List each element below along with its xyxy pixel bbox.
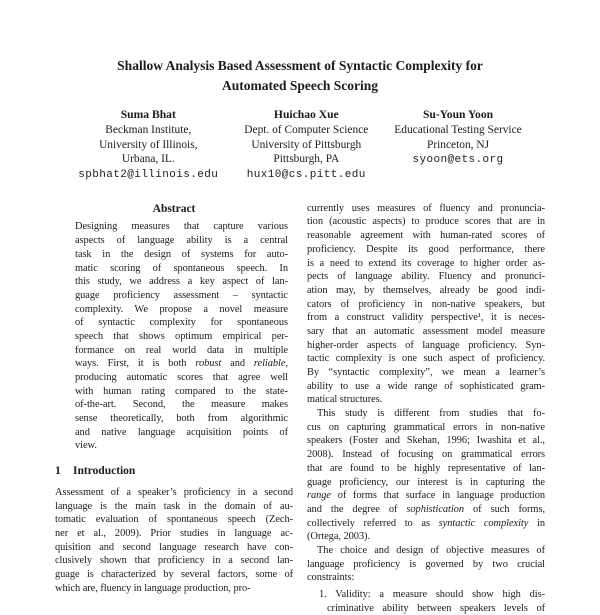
text-line: complexity. We propose a novel measure <box>75 303 288 315</box>
text-line: ability to use a wide range of sophisticated gram- <box>307 380 545 392</box>
text-line: proficiency. Despite its good performance, there <box>307 243 545 255</box>
author-block <box>244 107 368 183</box>
text-line: This study is different from studies that fo- <box>317 408 545 420</box>
text-line: reasonable agreement with human-rated scores of <box>307 230 545 242</box>
right-column <box>307 202 545 615</box>
text-line: guage proficiency, our interest is in capturing the <box>307 476 545 488</box>
text-line: with human rating compared to the state- <box>75 385 288 397</box>
author-name: Suma Bhat <box>120 108 176 121</box>
author-affiliation-line: Pittsburgh, PA <box>273 153 340 166</box>
text-line: currently uses measures of fluency and pronuncia- <box>307 202 545 214</box>
text-line: 1. Validity: a measure should show high dis- <box>319 589 545 601</box>
text-line: higher-order aspects of language proficiency. Syn- <box>307 339 545 351</box>
paragraph <box>307 544 545 585</box>
paragraph <box>55 486 293 596</box>
author-block <box>78 107 218 183</box>
text-line: (Ortega, 2003). <box>307 531 371 543</box>
text-line: Designing measures that capture various <box>75 221 288 233</box>
text-line: The choice and design of objective measures of <box>317 544 545 556</box>
text-line: and native language acquisition points of <box>75 426 288 438</box>
text-line: which are, fluency in language production, pro- <box>55 582 251 594</box>
text-line: tactic complexity is one such aspect of proficiency. <box>307 353 545 365</box>
paper-title-line: Shallow Analysis Based Assessment of Syntactic Complexity for <box>117 58 483 73</box>
text-line: from a construct validity perspective¹, it is neces- <box>307 312 545 324</box>
text-line: formance on real world data in multiple <box>75 344 288 356</box>
text-line: pects of language ability. Fluency and pronunci- <box>307 271 545 283</box>
author-affiliation-line: Urbana, IL. <box>121 153 175 166</box>
section-heading <box>55 464 293 478</box>
authors-row <box>55 107 545 183</box>
text-line: aspects of language ability is a central <box>75 235 288 247</box>
author-affiliation-line: Dept. of Computer Science <box>244 124 369 136</box>
text-line: clusively shown that proficiency in a second lan- <box>55 555 293 567</box>
paragraph <box>307 407 545 544</box>
paragraph <box>307 202 545 407</box>
text-line: tion (acoustic aspects) to produce scores that are in <box>307 216 545 228</box>
text-line: this study, we address a key aspect of lan- <box>75 276 288 288</box>
paper-title <box>55 56 545 95</box>
text-line: collectively referred to as syntactic complexity in <box>307 517 546 529</box>
text-line: criminative ability between speakers levels of <box>327 602 545 614</box>
text-line: view. <box>75 440 97 452</box>
text-line: matical structures. <box>307 394 383 406</box>
author-name: Su-Youn Yoon <box>422 108 494 121</box>
abstract-heading: Abstract <box>152 201 196 215</box>
text-line: of syntactic complexity for spontaneous <box>75 317 288 329</box>
text-line: of-the-art. Second, the measure makes <box>75 399 288 411</box>
text-line: sary that an automatic assessment model measure <box>307 325 545 337</box>
section-number: 1 <box>55 464 61 478</box>
paper-title-line: Automated Speech Scoring <box>222 77 378 93</box>
text-line: that are found to be highly representative of lan- <box>307 462 545 474</box>
text-line: producing automatic scores that agree well <box>75 372 288 384</box>
text-line: By “syntactic complexity”, we mean a learner’s <box>307 367 545 379</box>
author-block <box>394 107 521 183</box>
author-affiliation-line: Educational Testing Service <box>394 124 522 136</box>
section-title: Introduction <box>73 464 136 478</box>
text-line: cators of proficiency in non-native speakers, but <box>307 298 545 310</box>
author-email: spbhat2@illinois.edu <box>78 168 219 181</box>
author-email: syoon@ets.org <box>412 154 504 167</box>
text-line: sense theoretically, both from algorithmic <box>75 413 288 425</box>
text-line: range of forms that surface in language production <box>307 490 545 502</box>
text-line: quisition and second language research have con- <box>55 541 293 553</box>
text-line: ner et al., 2009). Prior studies in language ac- <box>55 527 293 539</box>
text-line: matic scoring of spontaneous speech. In <box>75 262 288 274</box>
text-line: constraints: <box>307 572 355 584</box>
text-line: Assessment of a speaker’s proficiency in a second <box>55 486 293 498</box>
paragraph <box>75 220 288 453</box>
author-affiliation-line: University of Illinois, <box>99 138 198 151</box>
list-item <box>307 588 545 615</box>
text-line: speakers (Foster and Skehan, 1996; Iwashita et al., <box>307 435 545 447</box>
text-line: guage proficiency assessment – syntactic <box>75 289 288 301</box>
text-line: language proficiency is governed by two crucial <box>307 558 545 570</box>
text-line: cus on capturing grammatical errors in non-native <box>307 421 545 433</box>
author-email: hux10@cs.pitt.edu <box>246 168 366 181</box>
text-line: 2008). Instead of focusing on grammatical errors <box>307 449 545 461</box>
left-column <box>55 202 293 615</box>
author-affiliation-line: University of Pittsburgh <box>251 138 362 151</box>
text-line: ation may, by themselves, already be good indi- <box>307 284 545 296</box>
author-affiliation-line: Princeton, NJ <box>427 138 490 151</box>
text-line: is a need to extend its coverage to higher order as- <box>307 257 545 269</box>
text-line: ways. First, it is both robust and reliable, <box>75 358 289 370</box>
text-line: tomatic evaluation of spontaneous speech (Zech- <box>55 514 293 526</box>
author-name: Huichao Xue <box>273 108 339 121</box>
author-affiliation-line: Beckman Institute, <box>105 124 192 136</box>
text-line: language is the main task in the domain of au- <box>55 500 293 512</box>
text-line: task in the design of systems for auto- <box>75 248 288 260</box>
text-line: speech that shows optimum empirical per- <box>75 330 288 342</box>
text-line: guage is characterized by several factors, some of <box>55 569 293 580</box>
columns <box>55 202 545 615</box>
text-line: and the degree of sophistication of such forms, <box>307 503 545 515</box>
